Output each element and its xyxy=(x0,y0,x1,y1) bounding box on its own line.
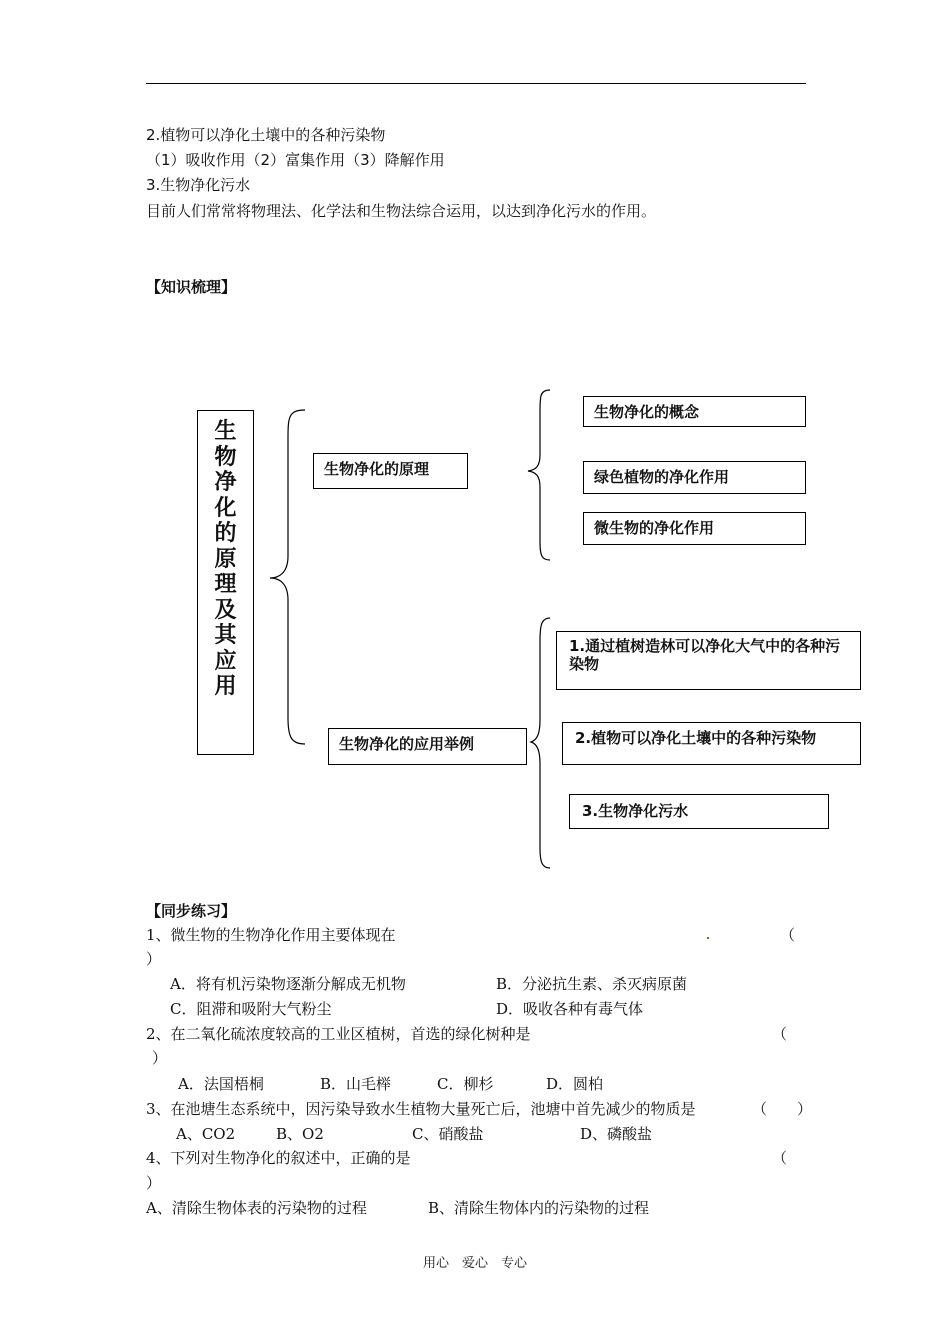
q3-option-d: D、磷酸盐 xyxy=(580,1125,653,1143)
leaf-soil-box: 2.植物可以净化土壤中的各种污染物 xyxy=(562,722,861,765)
q3-stem: 3、在池塘生态系统中，因污染导致水生植物大量死亡后，池塘中首先减少的物质是 xyxy=(146,1100,696,1118)
q1-option-a: A．将有机污染物逐渐分解成无机物 xyxy=(170,975,406,993)
leaf-green-plant-box: 绿色植物的净化作用 xyxy=(583,461,806,494)
root-char: 的 xyxy=(214,521,237,546)
branch-principle-box: 生物净化的原理 xyxy=(313,453,468,489)
q1-option-d: D．吸收各种有毒气体 xyxy=(496,1000,644,1018)
q2-option-d: D．圆柏 xyxy=(546,1075,604,1093)
q3-option-c: C、硝酸盐 xyxy=(412,1125,484,1143)
q2-option-a: A．法国梧桐 xyxy=(178,1075,264,1093)
q2-option-b: B．山毛榉 xyxy=(320,1075,392,1093)
section-knowledge-heading: 【知识梳理】 xyxy=(146,278,237,296)
root-char: 其 xyxy=(214,623,237,648)
q1-stem: 1、微生物的生物净化作用主要体现在 xyxy=(146,926,396,944)
q4-paren-open: （ xyxy=(772,1149,788,1167)
leaf-afforestation-box: 1.通过植树造林可以净化大气中的各种污染物 xyxy=(556,631,861,690)
root-char: 应 xyxy=(214,648,237,674)
application-brace xyxy=(531,618,550,868)
stray-mark xyxy=(707,937,709,939)
intro-line-3: 3.生物净化污水 xyxy=(146,176,251,194)
q3-option-b: B、O2 xyxy=(276,1125,324,1143)
root-char: 及 xyxy=(214,597,237,623)
root-char: 理 xyxy=(214,572,237,597)
root-char: 物 xyxy=(214,444,237,470)
q1-option-b: B．分泌抗生素、杀灭病原菌 xyxy=(496,975,688,993)
diagram-root-title xyxy=(197,410,254,755)
q1-paren-close: ） xyxy=(146,950,162,968)
q1-paren-open: （ xyxy=(780,926,796,944)
intro-line-1: 2.植物可以净化土壤中的各种污染物 xyxy=(146,126,386,144)
root-char: 净 xyxy=(214,470,237,495)
leaf-concept-box: 生物净化的概念 xyxy=(583,396,806,427)
page-footer: 用心 爱心 专心 xyxy=(423,1256,528,1271)
root-char: 化 xyxy=(214,495,237,521)
principle-brace xyxy=(528,390,550,560)
q2-paren-open: （ xyxy=(772,1025,788,1043)
q3-option-a: A、CO2 xyxy=(176,1125,236,1143)
q3-paren: （ ） xyxy=(752,1100,813,1118)
root-char: 原 xyxy=(214,546,237,572)
leaf-wastewater-box: 3.生物净化污水 xyxy=(569,794,829,829)
q4-stem: 4、下列对生物净化的叙述中，正确的是 xyxy=(146,1149,411,1167)
q2-paren-close: ） xyxy=(152,1049,168,1067)
q2-option-c: C．柳杉 xyxy=(437,1075,494,1093)
root-char: 生 xyxy=(214,419,237,444)
q1-option-c: C．阻滞和吸附大气粉尘 xyxy=(170,1000,332,1018)
q4-option-b: B、清除生物体内的污染物的过程 xyxy=(428,1199,650,1217)
q4-paren-close: ） xyxy=(146,1174,162,1192)
section-practice-heading: 【同步练习】 xyxy=(146,902,237,920)
intro-line-2: （1）吸收作用（2）富集作用（3）降解作用 xyxy=(146,151,445,169)
intro-line-4: 目前人们常常将物理法、化学法和生物法综合运用，以达到净化污水的作用。 xyxy=(146,202,657,220)
main-brace xyxy=(270,410,305,744)
q2-stem: 2、在二氧化硫浓度较高的工业区植树，首选的绿化树种是 xyxy=(146,1025,531,1043)
q4-option-a: A、清除生物体表的污染物的过程 xyxy=(146,1199,367,1217)
branch-application-box: 生物净化的应用举例 xyxy=(328,728,527,765)
leaf-microbe-box: 微生物的净化作用 xyxy=(583,512,806,545)
root-char: 用 xyxy=(214,674,237,699)
